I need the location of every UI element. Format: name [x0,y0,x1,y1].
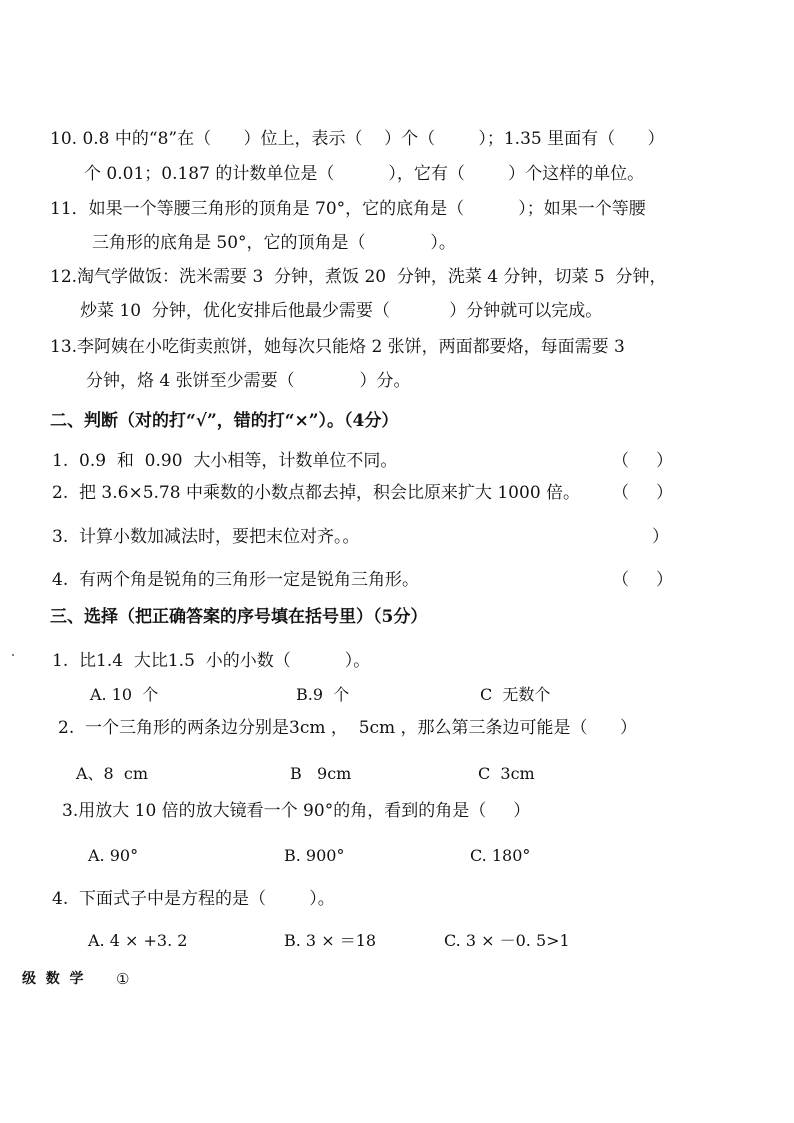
footer-subject: 级 数 学 [22,971,84,987]
choice-q2-option-a[interactable]: A、8 cm [76,764,149,783]
scan-speck [12,654,14,656]
q12-line1: 12.淘气学做饭：洗米需要 3 分钟，煮饭 20 分钟，洗菜 4 分钟，切菜 5 分钟， [50,267,667,287]
section3-title: 三、选择（把正确答案的序号填在括号里）（5分） [50,607,428,627]
choice-q1-option-a[interactable]: A. 10 个 [90,685,159,704]
footer-page-number: ① [116,970,130,988]
choice-q1-stem: 1. 比1.4 大比1.5 小的小数（ ）。 [52,651,371,671]
q13-line2: 分钟，烙 4 张饼至少需要（ ）分。 [86,371,411,391]
choice-q4-stem: 4. 下面式子中是方程的是（ ）。 [52,889,335,909]
judge-item-4: 4. 有两个角是锐角的三角形一定是锐角三角形。 [52,570,420,590]
choice-q3-stem: 3.用放大 10 倍的放大镜看一个 90°的角，看到的角是（ ） [62,801,531,821]
choice-q3-option-b[interactable]: B. 900° [284,846,345,865]
choice-q1-option-c[interactable]: C 无数个 [480,685,551,704]
judge-item-1: 1. 0.9 和 0.90 大小相等，计数单位不同。 [52,451,398,471]
q11-line2: 三角形的底角是 50°，它的顶角是（ ）。 [92,233,456,253]
q13-line1: 13.李阿姨在小吃街卖煎饼，她每次只能烙 2 张饼，两面都要烙，每面需要 3 [50,337,625,357]
choice-q4-option-a[interactable]: A. 4 × +3. 2 [88,931,188,950]
q10-line1: 10. 0.8 中的“8”在（ ）位上，表示（ ）个（ ）；1.35 里面有（ ） [50,129,665,149]
choice-q4-option-b[interactable]: B. 3 × ＝18 [284,931,377,950]
judge-item-2: 2. 把 3.6×5.78 中乘数的小数点都去掉，积会比原来扩大 1000 倍。 [52,483,581,503]
choice-q3-option-a[interactable]: A. 90° [88,846,139,865]
judge-bracket-3[interactable]: ） [652,527,669,547]
q10-line2: 个 0.01；0.187 的计数单位是（ ），它有（ ）个这样的单位。 [84,164,645,184]
q11-line1: 11．如果一个等腰三角形的顶角是 70°，它的底角是（ ）；如果一个等腰 [50,199,646,219]
judge-item-3: 3. 计算小数加减法时，要把末位对齐。。 [52,527,360,547]
judge-bracket-1[interactable]: （ ） [612,451,674,471]
choice-q2-stem: 2. 一个三角形的两条边分别是3cm ， 5cm ，那么第三条边可能是（ ） [58,718,637,738]
choice-q2-option-b[interactable]: B 9cm [290,764,352,783]
q12-line2: 炒菜 10 分钟，优化安排后他最少需要（ ）分钟就可以完成。 [80,301,603,321]
choice-q1-option-b[interactable]: B.9 个 [296,685,350,704]
choice-q4-option-c[interactable]: C. 3 × －0. 5>1 [444,931,570,950]
choice-q2-option-c[interactable]: C 3cm [478,764,535,783]
choice-q3-option-c[interactable]: C. 180° [470,846,531,865]
judge-bracket-2[interactable]: （ ） [612,483,674,503]
judge-bracket-4[interactable]: （ ） [612,570,674,590]
section2-title: 二、判断（对的打“√”，错的打“×”）。（4分） [50,411,399,431]
